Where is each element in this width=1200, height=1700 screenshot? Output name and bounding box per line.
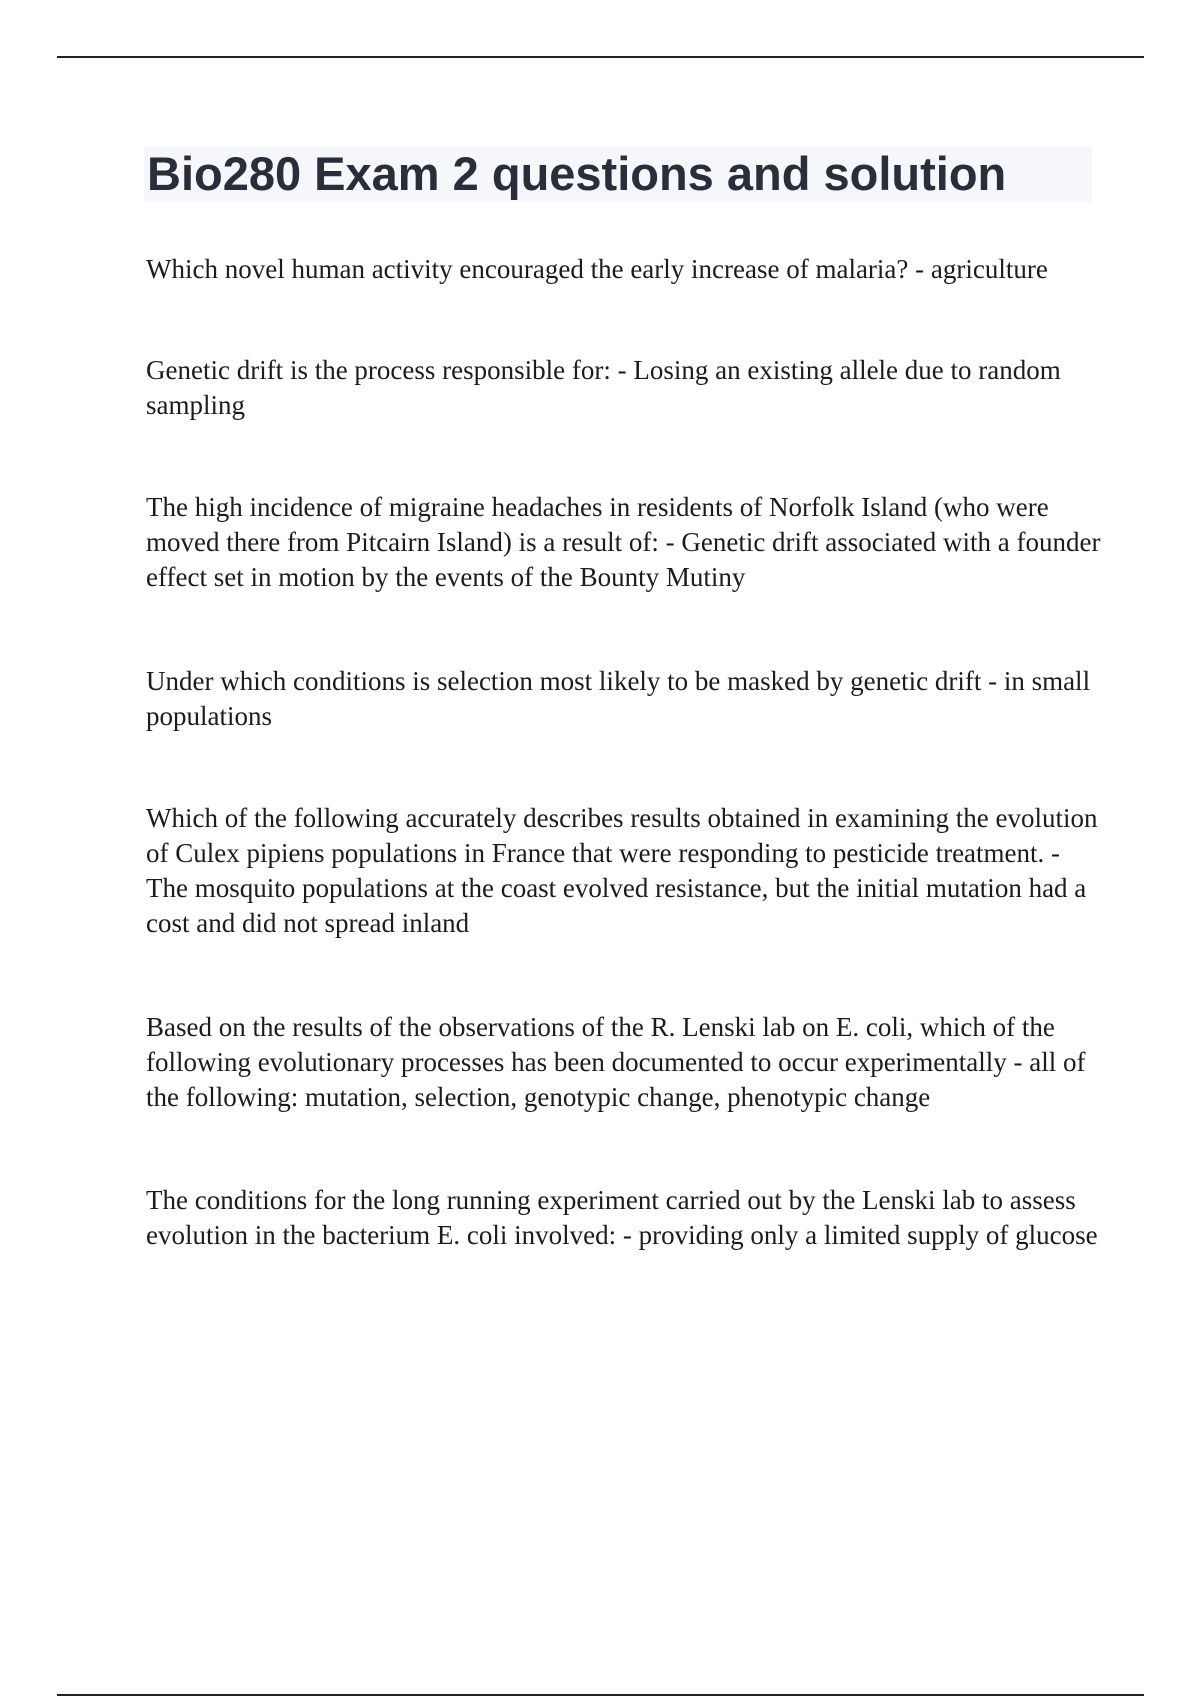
qa-item-3: The high incidence of migraine headaches in residents of Norfolk Island (who were moved there from Pitcairn Island) is a result of: - Genetic drift associated with a founder effect set in motion by the events of the Bounty Mutiny — [146, 492, 1101, 592]
qa-item-1: Which novel human activity encouraged the early increase of malaria? - agriculture — [146, 254, 1048, 284]
bottom-divider — [57, 1694, 1144, 1696]
qa-item-7: The conditions for the long running experiment carried out by the Lenski lab to assess evolution in the bacterium E. coli involved: - providing only a limited supply of glucose — [146, 1185, 1098, 1250]
document-title: Bio280 Exam 2 questions and solution — [147, 147, 1007, 200]
qa-item-5: Which of the following accurately describes results obtained in examining the evolution of Culex pipiens populations in France that were responding to pesticide treatment. - The mosquito populations at the coast evolved resistance, but the initial mutation had a cost and did not spread inland — [146, 803, 1098, 938]
top-divider — [57, 56, 1144, 58]
qa-item-6: Based on the results of the observations of the R. Lenski lab on E. coli, which of the following evolutionary processes has been documented to occur experimentally - all of the following: mutation, selection, genotypic change, phenotypic change — [146, 1012, 1086, 1112]
qa-item-4: Under which conditions is selection most likely to be masked by genetic drift - in small populations — [146, 666, 1091, 731]
qa-item-2: Genetic drift is the process responsible for: - Losing an existing allele due to random sampling — [146, 355, 1061, 420]
